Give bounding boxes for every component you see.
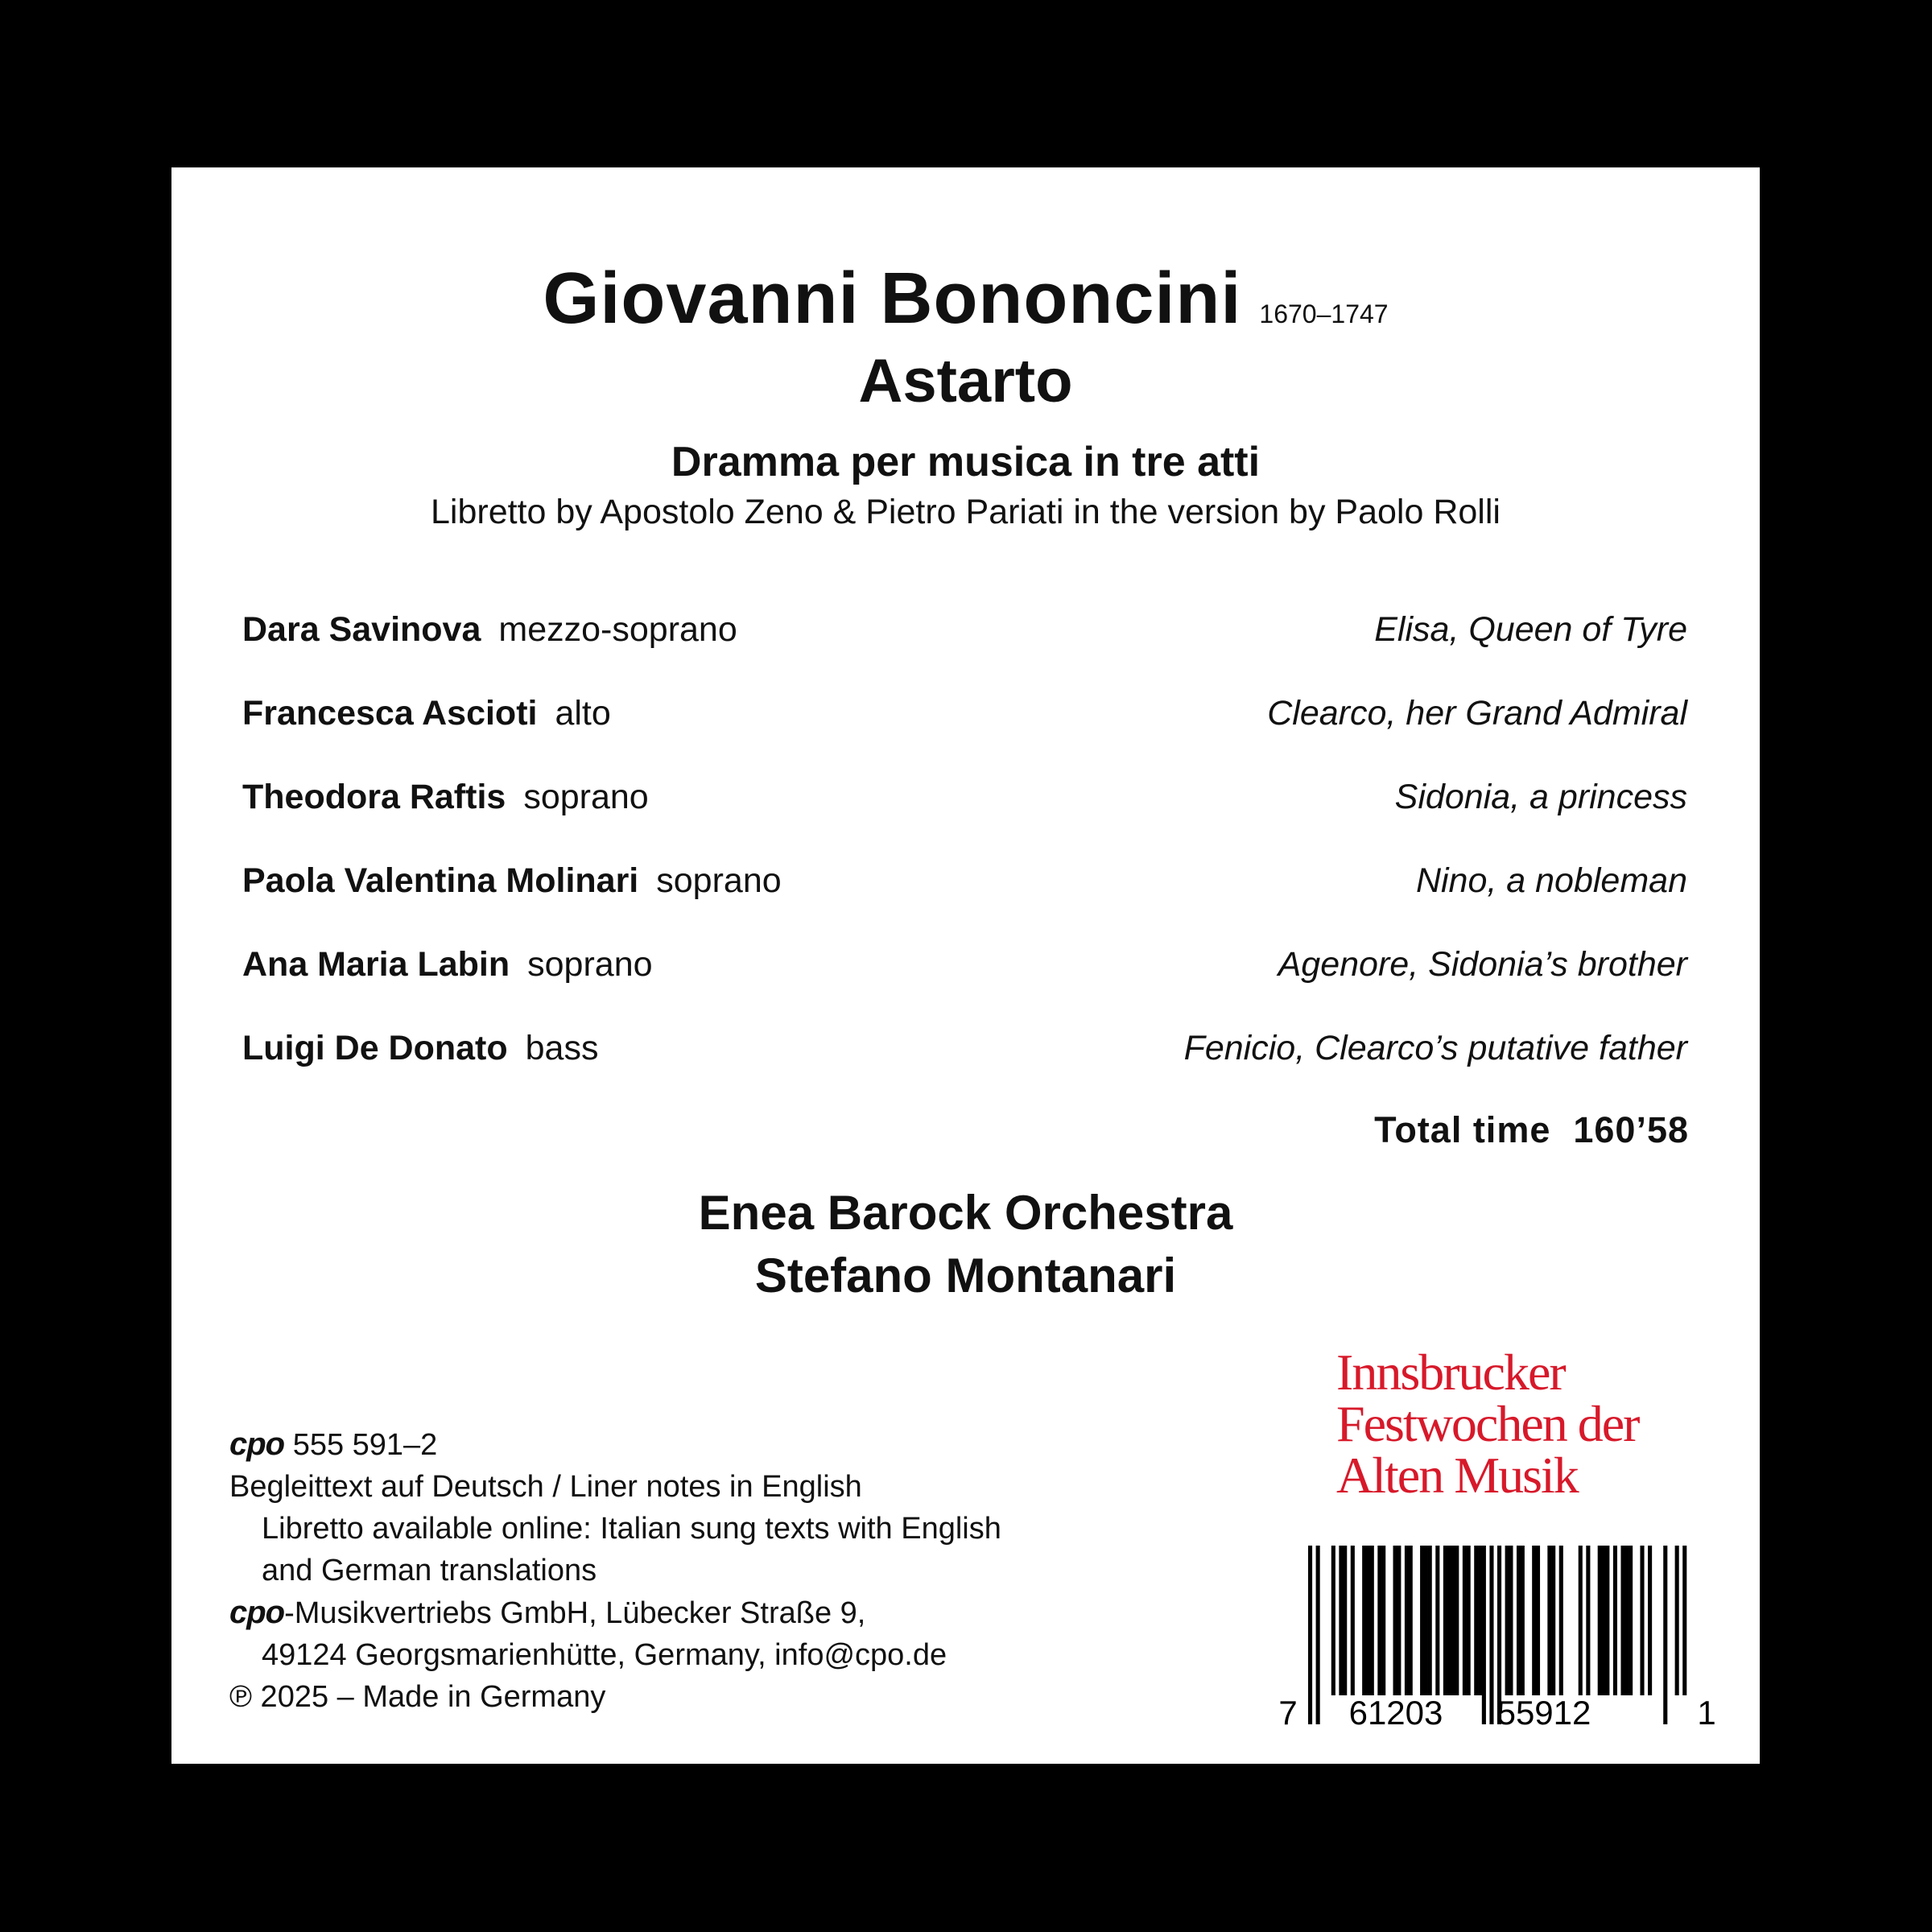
voice-type: alto xyxy=(555,694,611,733)
singer-name: Paola Valentina Molinari xyxy=(242,861,639,900)
barcode xyxy=(1272,1546,1723,1731)
catalog-number: 555 591–2 xyxy=(292,1428,438,1462)
barcode-bar xyxy=(1393,1546,1397,1695)
voice-type: soprano xyxy=(527,945,653,984)
catalog-line xyxy=(229,1423,1001,1466)
barcode-bar xyxy=(1443,1546,1447,1695)
barcode-bar xyxy=(1331,1546,1335,1695)
barcode-bar xyxy=(1362,1546,1366,1695)
voice-type: bass xyxy=(525,1029,599,1067)
cast-role: Sidonia, a princess xyxy=(1394,778,1687,816)
barcode-bar xyxy=(1397,1546,1401,1695)
barcode-bar xyxy=(1409,1546,1413,1695)
cast-singer xyxy=(242,861,782,901)
cast-row xyxy=(242,610,1687,658)
singer-name: Theodora Raftis xyxy=(242,778,506,816)
barcode-bar xyxy=(1316,1546,1320,1724)
barcode-bar xyxy=(1308,1546,1312,1724)
barcode-bar xyxy=(1447,1546,1451,1695)
barcode-bar xyxy=(1640,1546,1644,1695)
total-time-value: 160’58 xyxy=(1573,1109,1689,1150)
barcode-bar xyxy=(1474,1546,1478,1695)
barcode-digit-group: 55912 xyxy=(1496,1694,1591,1731)
cast-row xyxy=(242,945,1687,993)
cast-row xyxy=(242,778,1687,826)
total-time-label: Total time xyxy=(1374,1109,1551,1150)
barcode-bar xyxy=(1478,1546,1482,1695)
barcode-bar xyxy=(1351,1546,1355,1695)
cast-singer xyxy=(242,1029,598,1068)
barcode-bar xyxy=(1463,1546,1467,1695)
barcode-bar xyxy=(1405,1546,1409,1695)
orchestra-name: Enea Barock Orchestra xyxy=(698,1186,1233,1240)
barcode-bar xyxy=(1435,1546,1439,1695)
work-title: Astarto xyxy=(858,347,1073,415)
voice-type: soprano xyxy=(523,778,649,816)
cast-role: Fenicio, Clearco’s putative father xyxy=(1183,1029,1687,1067)
barcode-bar xyxy=(1467,1546,1471,1695)
barcode-bar xyxy=(1420,1546,1424,1695)
cast-row xyxy=(242,861,1687,910)
cast-singer xyxy=(242,945,653,985)
barcode-bar xyxy=(1339,1546,1343,1695)
barcode-bar xyxy=(1505,1546,1509,1695)
copyright-line: ℗ 2025 – Made in Germany xyxy=(229,1680,606,1714)
barcode-bar xyxy=(1509,1546,1513,1695)
libretto-online-line-2: and German translations xyxy=(262,1554,597,1587)
barcode-bar xyxy=(1451,1546,1455,1695)
address-text: -Musikvertriebs GmbH, Lübecker Straße 9, xyxy=(284,1596,866,1630)
composer-heading xyxy=(171,258,1760,341)
barcode-bar xyxy=(1648,1546,1652,1695)
cast-role: Clearco, her Grand Admiral xyxy=(1267,694,1687,733)
libretto-online-line-1: Libretto available online: Italian sung texts with English xyxy=(262,1512,1001,1546)
libretto-credit: Libretto by Apostolo Zeno & Pietro Pariati in the version by Paolo Rolli xyxy=(431,493,1501,531)
cast-singer xyxy=(242,610,737,650)
cast-singer xyxy=(242,694,611,733)
composer-name: Giovanni Bononcini xyxy=(543,258,1242,339)
back-cover-panel xyxy=(171,167,1760,1764)
barcode-bar xyxy=(1455,1546,1459,1695)
barcode-bar xyxy=(1605,1546,1609,1695)
barcode-bar xyxy=(1381,1546,1385,1695)
barcode-bar xyxy=(1682,1546,1686,1695)
voice-type: soprano xyxy=(656,861,782,900)
barcode-digit-group: 61203 xyxy=(1348,1694,1443,1731)
cast-row xyxy=(242,1029,1687,1077)
cast-role: Nino, a nobleman xyxy=(1415,861,1687,900)
cpo-logo: cpo xyxy=(229,1595,285,1630)
total-time xyxy=(1374,1109,1689,1151)
barcode-bar xyxy=(1532,1546,1536,1695)
barcode-digit: 1 xyxy=(1697,1694,1716,1731)
footer-info xyxy=(229,1423,1001,1718)
singer-name: Francesca Ascioti xyxy=(242,694,538,733)
cpo-logo: cpo xyxy=(229,1426,285,1462)
liner-notes: Begleittext auf Deutsch / Liner notes in English xyxy=(229,1470,862,1504)
barcode-bar xyxy=(1370,1546,1374,1695)
festival-logo-line: Innsbrucker xyxy=(1336,1344,1565,1401)
barcode-bar xyxy=(1547,1546,1551,1695)
address-line-2: 49124 Georgsmarienhütte, Germany, info@cpo.de xyxy=(262,1638,947,1672)
singer-name: Ana Maria Labin xyxy=(242,945,510,984)
barcode-bar xyxy=(1601,1546,1605,1695)
cast-row xyxy=(242,694,1687,742)
barcode-bar xyxy=(1586,1546,1590,1695)
barcode-bar xyxy=(1428,1546,1432,1695)
barcode-bar xyxy=(1613,1546,1617,1695)
singer-name: Dara Savinova xyxy=(242,610,481,649)
barcode-bar xyxy=(1579,1546,1583,1695)
voice-type: mezzo-soprano xyxy=(498,610,737,649)
barcode-bar xyxy=(1598,1546,1602,1695)
work-subtitle: Dramma per musica in tre atti xyxy=(671,439,1261,485)
barcode-bar xyxy=(1517,1546,1521,1695)
conductor-name: Stefano Montanari xyxy=(754,1249,1177,1302)
festival-logo-line: Alten Musik xyxy=(1336,1447,1578,1504)
singer-name: Luigi De Donato xyxy=(242,1029,508,1067)
barcode-digit: 7 xyxy=(1278,1694,1298,1731)
barcode-bar xyxy=(1663,1546,1667,1724)
barcode-bar xyxy=(1377,1546,1381,1695)
barcode-bar xyxy=(1366,1546,1370,1695)
cast-role: Agenore, Sidonia’s brother xyxy=(1278,945,1687,984)
barcode-bar xyxy=(1675,1546,1679,1695)
cast-role: Elisa, Queen of Tyre xyxy=(1374,610,1687,649)
barcode-bar xyxy=(1521,1546,1525,1695)
barcode-bar xyxy=(1629,1546,1633,1695)
festival-logo-line: Festwochen der xyxy=(1336,1395,1639,1452)
barcode-bar xyxy=(1551,1546,1555,1695)
festival-logo xyxy=(1336,1344,1639,1504)
barcode-bar xyxy=(1559,1546,1563,1695)
barcode-bar xyxy=(1536,1546,1540,1695)
barcode-bar xyxy=(1489,1546,1493,1724)
address-line-1 xyxy=(229,1591,1001,1634)
barcode-bar xyxy=(1624,1546,1629,1695)
barcode-bar xyxy=(1620,1546,1624,1695)
composer-dates: 1670–1747 xyxy=(1259,299,1389,328)
barcode-bar xyxy=(1482,1546,1486,1724)
barcode-bar xyxy=(1424,1546,1428,1695)
barcode-bar xyxy=(1343,1546,1347,1695)
cast-singer xyxy=(242,778,649,817)
